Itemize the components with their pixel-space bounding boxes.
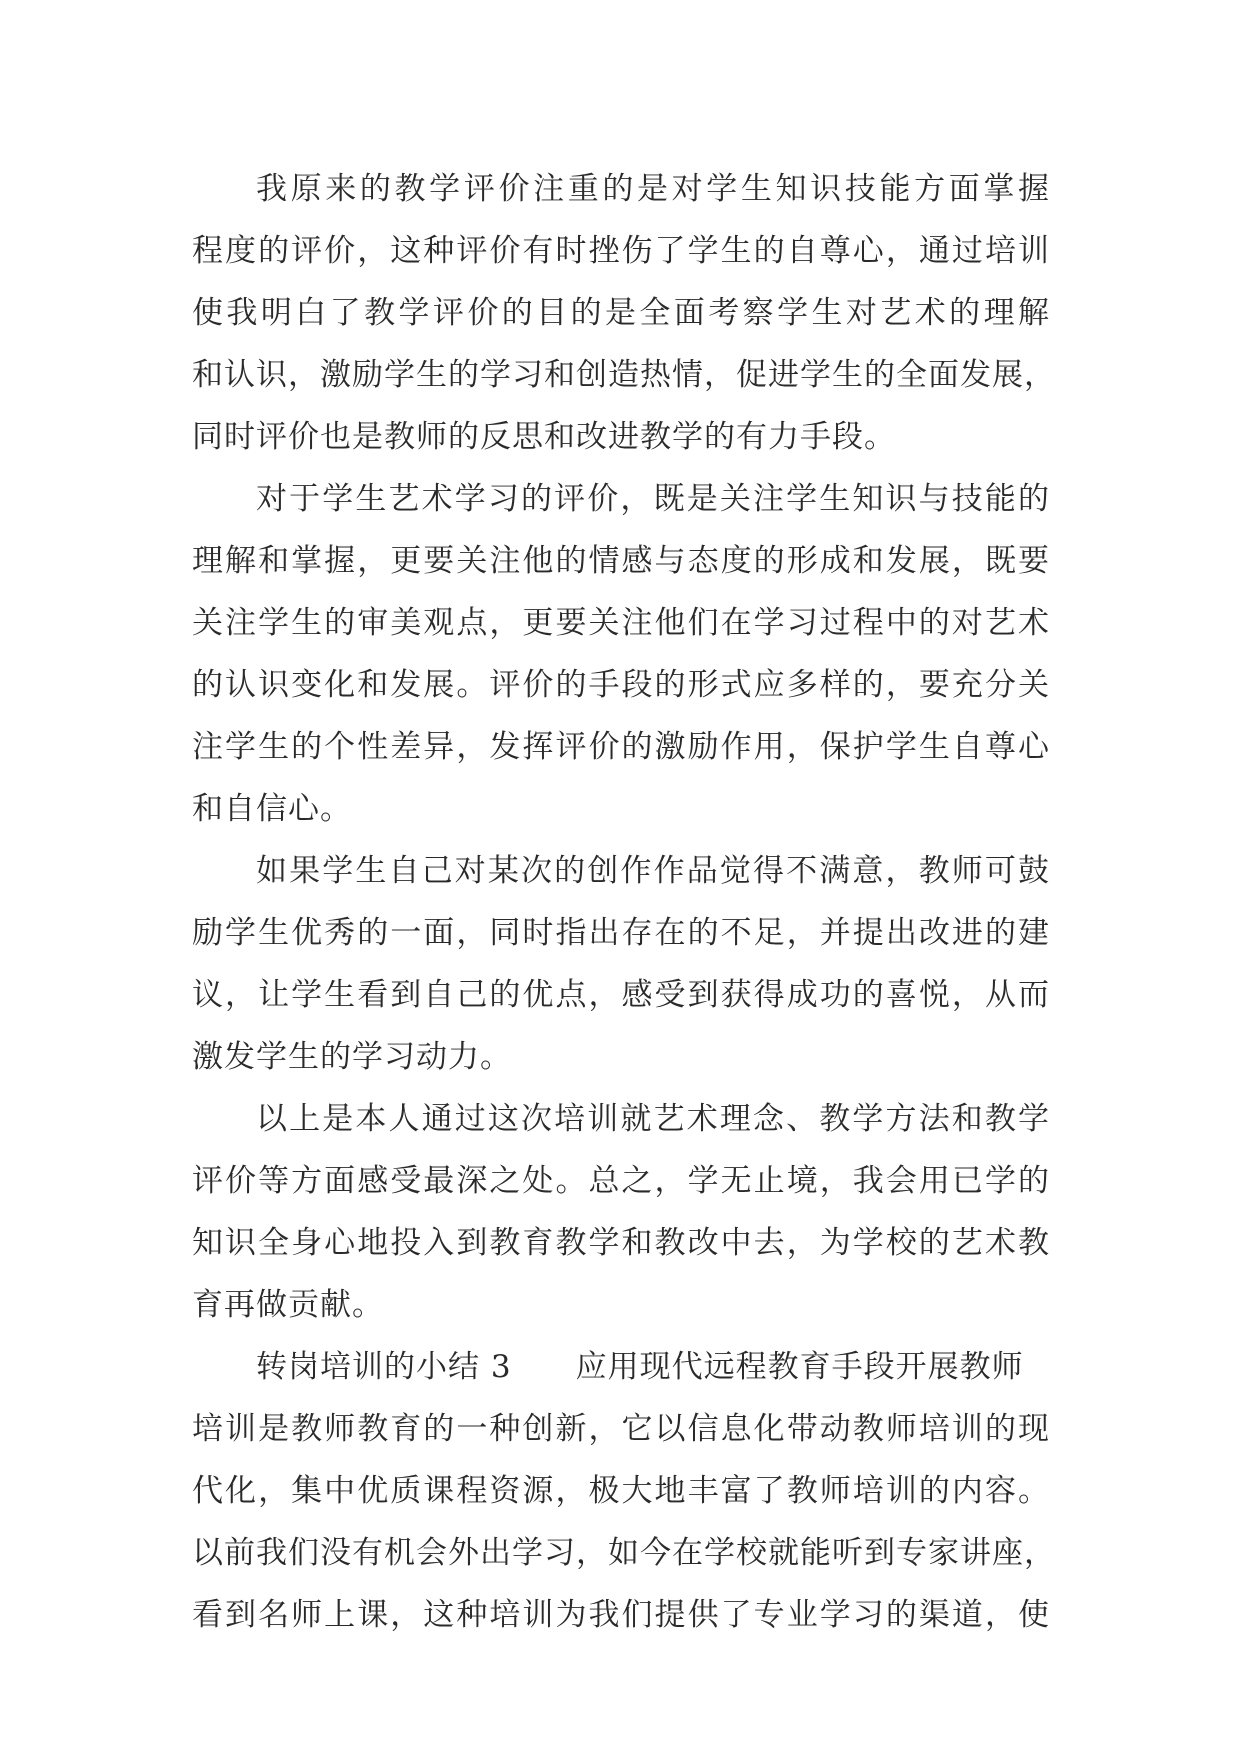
text-line: 知识全身心地投入到教育教学和教改中去，为学校的艺术教: [192, 1225, 1050, 1261]
text-line: 培训是教师教育的一种创新，它以信息化带动教师培训的现: [192, 1411, 1050, 1447]
paragraph-4: [192, 1088, 1050, 1336]
text-line: 评价等方面感受最深之处。总之，学无止境，我会用已学的: [192, 1163, 1050, 1199]
text-line: 以上是本人通过这次培训就艺术理念、教学方法和教学: [256, 1101, 1050, 1137]
text-line: 以前我们没有机会外出学习，如今在学校就能听到专家讲座，: [192, 1535, 1056, 1571]
text-line-content: 应用现代远程教育手段开展教师: [575, 1349, 1024, 1385]
text-line: 议，让学生看到自己的优点，感受到获得成功的喜悦，从而: [192, 977, 1050, 1013]
text-line: 看到名师上课，这种培训为我们提供了专业学习的渠道，使: [192, 1597, 1050, 1633]
text-line: 和认识，激励学生的学习和创造热情，促进学生的全面发展，: [192, 357, 1056, 393]
text-line: 理解和掌握，更要关注他的情感与态度的形成和发展，既要: [192, 543, 1050, 579]
text-line: 代化，集中优质课程资源，极大地丰富了教师培训的内容。: [192, 1473, 1050, 1509]
text-line: 同时评价也是教师的反思和改进教学的有力手段。: [192, 419, 896, 455]
text-line: 使我明白了教学评价的目的是全面考察学生对艺术的理解: [192, 295, 1050, 331]
text-line: 如果学生自己对某次的创作作品觉得不满意，教师可鼓: [256, 853, 1050, 889]
text-line: 对于学生艺术学习的评价，既是关注学生知识与技能的: [256, 481, 1050, 517]
paragraph-5: [192, 1336, 1056, 1646]
text-line: 关注学生的审美观点，更要关注他们在学习过程中的对艺术: [192, 605, 1050, 641]
text-line: 的认识变化和发展。评价的手段的形式应多样的，要充分关: [192, 667, 1050, 703]
body-text: [192, 158, 1056, 1646]
paragraph-3: [192, 840, 1050, 1088]
text-line: 励学生优秀的一面，同时指出存在的不足，并提出改进的建: [192, 915, 1050, 951]
text-line: 和自信心。: [192, 791, 352, 827]
text-line: [192, 1336, 1050, 1398]
text-line: 程度的评价，这种评价有时挫伤了学生的自尊心，通过培训: [192, 233, 1050, 269]
text-line: 育再做贡献。: [192, 1287, 384, 1323]
section-heading: 转岗培训的小结 3: [256, 1349, 512, 1385]
text-line: 注学生的个性差异，发挥评价的激励作用，保护学生自尊心: [192, 729, 1050, 765]
text-line: 激发学生的学习动力。: [192, 1039, 512, 1075]
paragraph-1: [192, 158, 1056, 468]
text-line: 我原来的教学评价注重的是对学生知识技能方面掌握: [256, 171, 1050, 207]
paragraph-2: [192, 468, 1050, 840]
